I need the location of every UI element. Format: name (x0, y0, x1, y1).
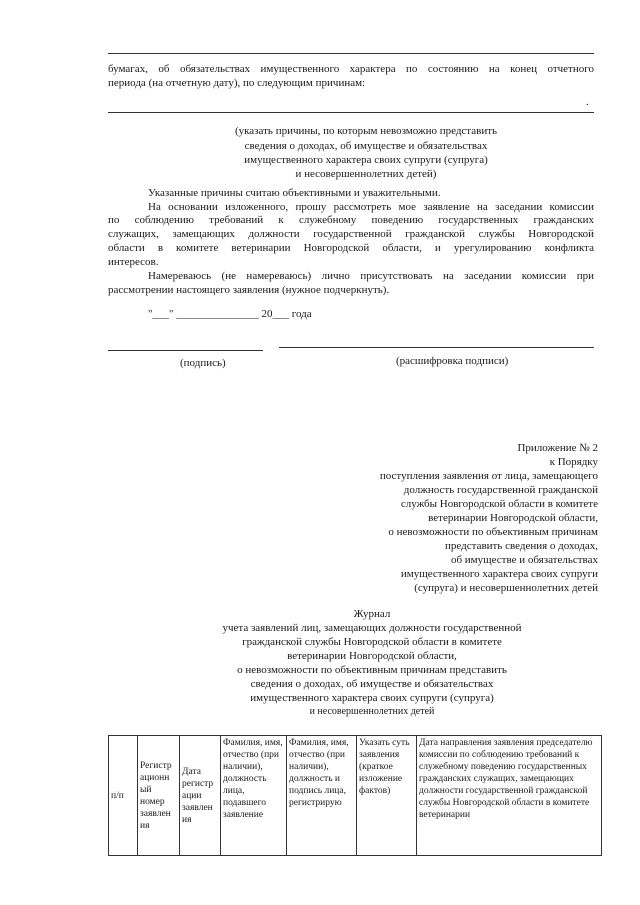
column-header-label: Дата регистр ации заявлен ия (182, 766, 214, 825)
request-line: служащих, замещающих должности государственной гражданской службы Новгородской (108, 228, 594, 240)
paragraph-line: бумагах, об обязательствах имущественного характера по состоянию на конец отчетного (108, 63, 594, 75)
column-header-label: Дата направления заявления председателю комиссии по соблюдению требований к служебному поведению государственных гражданских служащих, замещающих должности государственной гражданской службы Новгородской области в комитете ветеринарии (419, 738, 593, 820)
date-line: "___" _______________ 20___ года (148, 308, 312, 320)
journal-table (108, 735, 602, 856)
journal-subtitle-line: и несовершеннолетних детей (309, 706, 435, 717)
top-rule (108, 53, 594, 54)
journal-subtitle-line: о невозможности по объективным причинам представить (237, 664, 507, 676)
request-line: области в комитете ветеринарии Новгородской области, и урегулированию конфликта (108, 242, 594, 254)
intend-line: рассмотрении настоящего заявления (нужное подчеркнуть). (108, 284, 390, 296)
journal-subtitle-line: имущественного характера своих супруги (супруга) (250, 692, 494, 704)
appendix-line: поступления заявления от лица, замещающего (379, 470, 598, 482)
appendix-line: о невозможности по объективным причинам (388, 526, 598, 538)
column-header-registrar (287, 736, 357, 856)
column-header-label: Указать суть заявления (краткое изложение фактов) (359, 738, 410, 796)
decode-label: (расшифровка подписи) (396, 355, 509, 367)
column-header-send-date (417, 736, 602, 856)
column-header-applicant (221, 736, 287, 856)
table-header-row (109, 736, 602, 856)
column-header-label: Регистр ационн ый номер заявлен ия (140, 760, 172, 831)
column-header-reg-number (138, 736, 180, 856)
journal-subtitle-line: сведения о доходах, об имуществе и обязательствах (250, 678, 494, 690)
reason-fill-line (108, 112, 594, 113)
appendix-line: должность государственной гражданской (403, 484, 598, 496)
request-line: интересов. (108, 256, 159, 268)
signature-label: (подпись) (180, 357, 226, 369)
hint-line: имущественного характера своих супруги (супруга) (244, 154, 488, 166)
reasons-text: Указанные причины считаю объективными и уважительными. (148, 187, 441, 199)
appendix-title: Приложение № 2 (517, 442, 598, 454)
journal-title: Журнал (353, 608, 391, 620)
hint-line: и несовершеннолетних детей) (295, 168, 437, 180)
signature-line (108, 350, 263, 351)
appendix-line: (супруга) и несовершеннолетних детей (414, 582, 598, 594)
appendix-line: ветеринарии Новгородской области, (428, 512, 598, 524)
hint-line: (указать причины, по которым невозможно представить (234, 125, 498, 137)
column-header-summary (357, 736, 417, 856)
journal-subtitle-line: гражданской службы Новгородской области в комитете (242, 636, 502, 648)
column-header-reg-date (180, 736, 221, 856)
appendix-line: к Порядку (549, 456, 598, 468)
request-line: На основании изложенного, прошу рассмотреть мое заявление на заседании комиссии (148, 201, 594, 213)
column-header-number (109, 736, 138, 856)
appendix-line: службы Новгородской области в комитете (400, 498, 598, 510)
appendix-line: об имуществе и обязательствах (450, 554, 598, 566)
decode-line (279, 347, 594, 348)
intend-line: Намереваюсь (не намереваюсь) лично присутствовать на заседании комиссии при (148, 270, 594, 282)
request-line: по соблюдению требований к служебному поведению государственных гражданских (108, 214, 594, 226)
appendix-line: представить сведения о доходах, (445, 540, 598, 552)
journal-subtitle-line: учета заявлений лиц, замещающих должности государственной (222, 622, 522, 634)
column-header-label: Фамилия, имя, отчество (при наличии), должность лица, подавшего заявление (223, 738, 283, 820)
journal-subtitle-line: ветеринарии Новгородской области, (287, 650, 457, 662)
column-header-label: п/п (111, 790, 124, 801)
dot-mark: . (586, 96, 589, 108)
hint-line: сведения о доходах, об имуществе и обязательствах (244, 140, 488, 152)
appendix-line: имущественного характера своих супруги (400, 568, 598, 580)
column-header-label: Фамилия, имя, отчество (при наличии), должность и подпись лица, регистрирую (289, 738, 349, 808)
paragraph-line: периода (на отчетную дату), по следующим причинам: (108, 77, 366, 89)
